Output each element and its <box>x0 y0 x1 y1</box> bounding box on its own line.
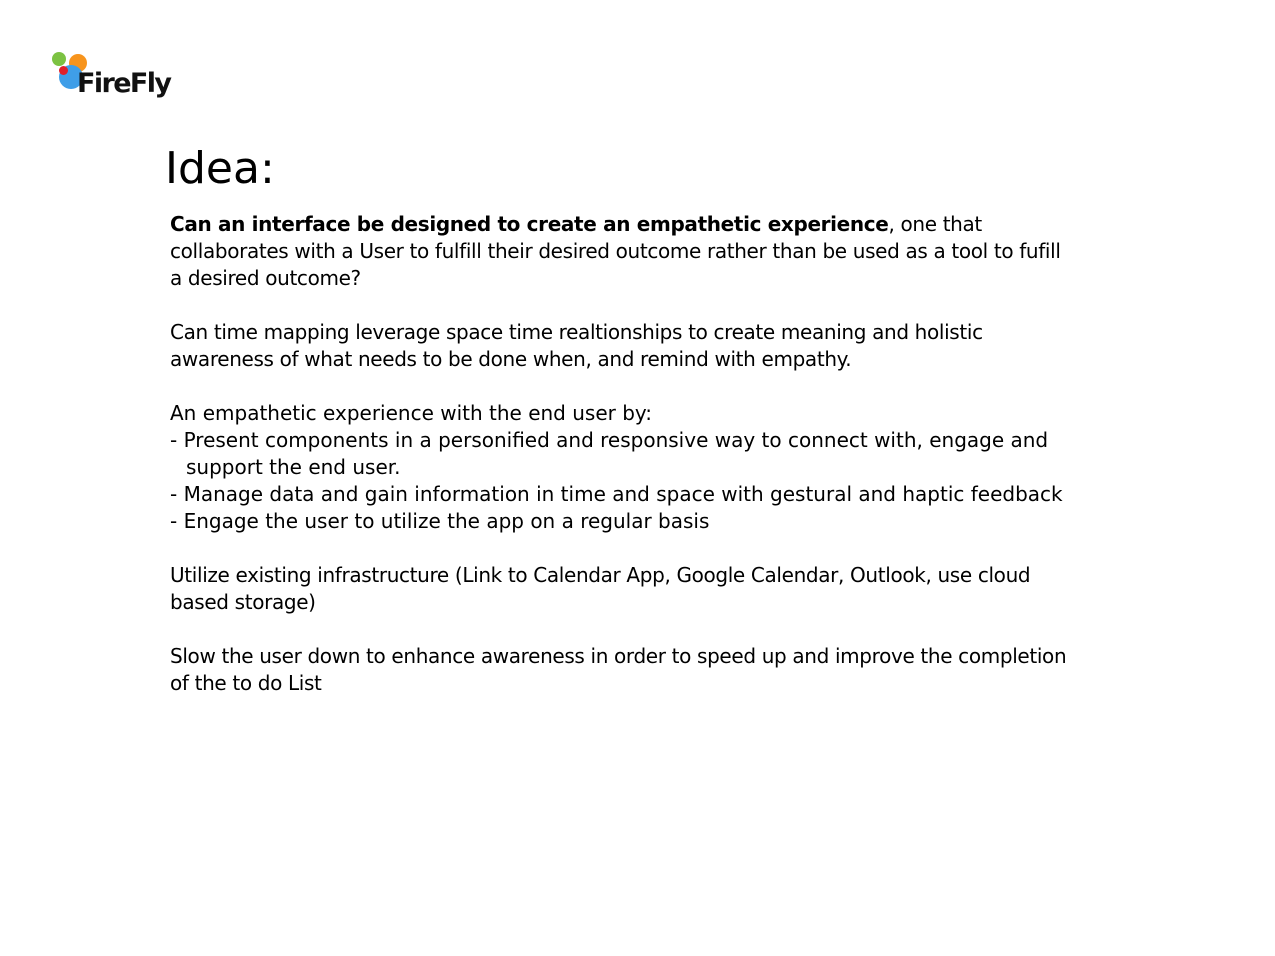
paragraph-time-mapping: Can time mapping leverage space time realtionships to create meaning and holistic awareness of what needs to be done when, and remind with empathy. <box>170 320 983 371</box>
list-intro: An empathetic experience with the end user by: <box>170 401 653 425</box>
paragraph-slow-down: Slow the user down to enhance awareness in order to speed up and improve the completion of the to do List <box>170 644 1067 695</box>
logo-green-dot <box>52 52 66 66</box>
paragraph-infrastructure: Utilize existing infrastructure (Link to Calendar App, Google Calendar, Outlook, use cloud based storage) <box>170 563 1031 614</box>
paragraph-question-bold: Can an interface be designed to create an empathetic experience <box>170 212 889 236</box>
page-title: Idea: <box>165 143 275 194</box>
idea-content <box>170 211 1070 724</box>
logo-text: FireFly <box>77 68 171 99</box>
firefly-logo <box>52 52 192 112</box>
list-item: - Present components in a personified and responsive way to connect with, engage and support the end user. <box>170 428 1049 479</box>
paragraph-question <box>170 211 1070 292</box>
list-item: - Engage the user to utilize the app on a regular basis <box>170 509 710 533</box>
list-item: - Manage data and gain information in time and space with gestural and haptic feedback <box>170 482 1063 506</box>
empathetic-list <box>170 427 1070 535</box>
paragraph-question-rest: , one that collaborates with a User to fulfill their desired outcome rather than be used as a tool to fufill a desired outcome? <box>170 212 1061 290</box>
logo-red-dot <box>59 66 68 75</box>
